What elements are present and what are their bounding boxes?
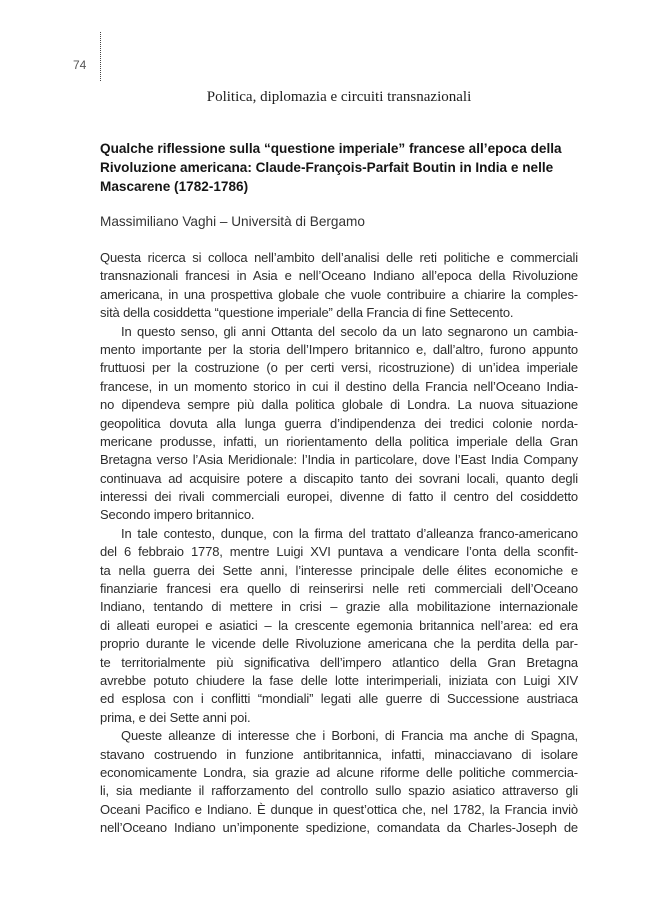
body-line: ta nella guerra dei Sette anni, l’interesse principale delle élites economiche e	[100, 562, 578, 578]
title-line: Qualche riflessione sulla “questione imperiale” francese all’epoca della	[100, 141, 562, 156]
author-affiliation: Massimiliano Vaghi – Università di Bergamo	[100, 214, 365, 229]
body-line: geopolitica dovuta alla lunga guerra d’indipendenza dei tredici colonie norda-	[100, 415, 578, 431]
body-paragraph	[100, 727, 578, 837]
body-line: Bretagna verso l’Asia Meridionale: l’India in particolare, dove l’East India Company	[100, 452, 578, 468]
body-line: interessi dei rivali commerciali europei, divenne di fatto il centro del cosiddetto	[100, 489, 578, 505]
body-line: avrebbe potuto chiudere la fase delle lotte interimperiali, iniziata con Luigi XIV	[100, 672, 578, 688]
body-line: di alleati europei e asiatici – la crescente egemonia britannica nell’area: ed era	[100, 617, 578, 633]
body-line: li, sia mediante il rafforzamento del controllo sullo spazio asiatico attraverso gli	[100, 783, 578, 799]
title-line: Mascarene (1782-1786)	[100, 179, 249, 194]
body-paragraph	[100, 249, 578, 323]
body-line: Questa ricerca si colloca nell’ambito dell’analisi delle reti politiche e commerciali	[100, 250, 578, 265]
body-line: In questo senso, gli anni Ottanta del secolo da un lato segnarono un cambia-	[121, 323, 578, 339]
body-line: transnazionali francesi in Asia e nell’Oceano Indiano all’epoca della Rivoluzione	[100, 268, 578, 284]
body-line: stavano costruendo in funzione antibritannica, infatti, minacciavano di isolare	[100, 746, 578, 762]
body-line: no dipendeva sempre più dalla politica globale di Londra. La nuova situazione	[100, 397, 578, 413]
body-line: Secondo impero britannico.	[100, 507, 255, 523]
body-line: finanziarie francesi era quello di reinserirsi nelle reti commerciali dell’Oceano	[100, 581, 578, 597]
body-line: mericane produsse, infatti, un riorientamento della politica imperiale della Gran	[100, 433, 578, 449]
body-line: continuava ad acquisire potere a discapito tanto dei sovrani locali, quanto degli	[100, 470, 578, 486]
body-line: del 6 febbraio 1778, mentre Luigi XVI puntava a vendicare l’onta della sconfit-	[100, 544, 578, 560]
body-line: economicamente Londra, sia grazie ad alcune riforme delle politiche commercia-	[100, 764, 578, 780]
page-number: 74	[73, 58, 87, 72]
body-line: te territorialmente più significativa dell’impero atlantico della Gran Bretagna	[100, 654, 578, 670]
running-header: Politica, diplomazia e circuiti transnazionali	[206, 89, 472, 105]
body-line: Oceani Pacifico e Indiano. È dunque in quest’ottica che, nel 1782, la Francia inviò	[100, 801, 578, 817]
margin-dotted-rule	[100, 32, 101, 81]
body-line: Indiano, tentando di mettere in crisi – grazie alla mobilitazione internazionale	[100, 599, 578, 615]
body-line: In tale contesto, dunque, con la firma del trattato d’alleanza franco-americano	[121, 525, 578, 541]
body-line: sità della cosiddetta “questione imperiale” della Francia di fine Settecento.	[100, 305, 514, 321]
body-line: prima, e dei Sette anni poi.	[100, 709, 251, 725]
body-line: fruttuosi per la costruzione (o per certi versi, ricostruzione) di un’idea imperiale	[100, 360, 578, 376]
body-line: americana, in una prospettiva globale che vuole contribuire a chiarire la comples-	[100, 286, 578, 302]
article-title	[100, 139, 600, 196]
body-line: ed esplosa con i conflitti “mondiali” legati alle guerre di Successione austriaca	[100, 691, 578, 707]
body-line: Queste alleanze di interesse che i Borboni, di Francia ma anche di Spagna,	[121, 728, 578, 744]
body-line: mento importante per la storia dell’Impero britannico e, dall’altro, furono appunto	[100, 341, 578, 357]
title-line: Rivoluzione americana: Claude-François-Parfait Boutin in India e nelle	[100, 160, 554, 175]
body-paragraph	[100, 323, 578, 525]
body-line: francese, in un momento storico in cui il destino della Francia nell’Oceano India-	[100, 378, 578, 394]
body-line: proprio durante le vicende delle Rivoluzione americana che la perdita della par-	[100, 636, 578, 652]
body-paragraph	[100, 525, 578, 727]
body-text	[100, 249, 578, 838]
body-line: nell’Oceano Indiano un’imponente spedizione, comandata da Charles-Joseph de	[100, 820, 578, 836]
